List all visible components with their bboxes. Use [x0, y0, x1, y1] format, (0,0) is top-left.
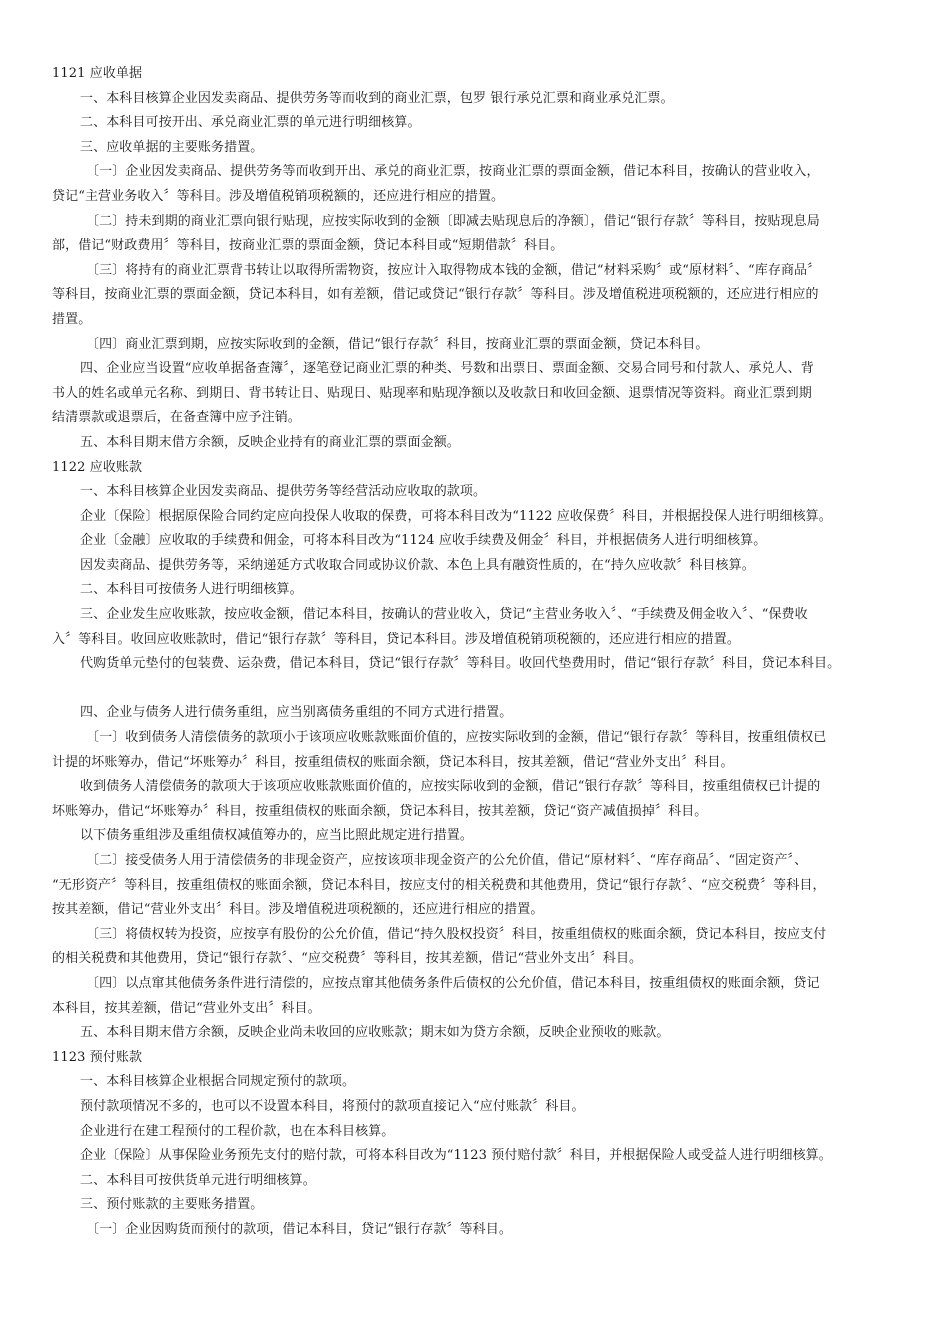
paragraph-continuation: 等科目，按商业汇票的票面金额，贷记本科目，如有差额，借记或贷记“银行存款〞等科目。涉及增值税进项税额的，还应进行相应的 — [52, 287, 819, 303]
section-heading-1123: 1123 预付账款 — [52, 1049, 143, 1065]
document-body — [52, 62, 910, 1243]
paragraph-continuation: 部，借记“财政费用〞等科目，按商业汇票的票面金额，贷记本科目或“短期借款〞科目。 — [52, 238, 564, 254]
paragraph-line: 〔四〕商业汇票到期，应按实际收到的金额，借记“银行存款〞科目，按商业汇票的票面金额，贷记本科目。 — [86, 336, 709, 352]
paragraph-line: 三、应收单据的主要账务措置。 — [80, 139, 264, 155]
paragraph-continuation: 的相关税费和其他费用，贷记“银行存款〞、“应交税费〞等科目，按其差额，借记“营业外支出〞科目。 — [52, 951, 643, 967]
paragraph-continuation: 计提的坏账筹办，借记“坏账筹办〞科目，按重组债权的账面余额，贷记本科目，按其差额，借记“营业外支出〞科目。 — [52, 754, 734, 770]
paragraph-line: 五、本科目期末借方余额，反映企业尚未收回的应收账款；期末如为贷方余额，反映企业预收的账款。 — [80, 1025, 670, 1041]
paragraph-line: 四、企业应当设置“应收单据备查簿〞，逐笔登记商业汇票的种类、号数和出票日、票面金额、交易合同号和付款人、承兑人、背 — [80, 361, 814, 377]
paragraph-line: 以下债务重组涉及重组债权减值筹办的，应当比照此规定进行措置。 — [80, 828, 474, 844]
paragraph-continuation: 结清票款或退票后，在备查簿中应予注销。 — [52, 410, 301, 426]
paragraph-line: 〔一〕企业因发卖商品、提供劳务等而收到开出、承兑的商业汇票，按商业汇票的票面金额，借记本科目，按确认的营业收入， — [86, 164, 820, 180]
paragraph-line: 〔二〕接受债务人用于清偿债务的非现金资产，应按该项非现金资产的公允价值，借记“原材料〞、“库存商品〞、“固定资产〞、 — [86, 853, 808, 868]
paragraph-line: 〔一〕企业因购货而预付的款项，借记本科目，贷记“银行存款〞等科目。 — [86, 1221, 512, 1237]
paragraph-line: 一、本科目核算企业根据合同规定预付的款项。 — [80, 1074, 356, 1090]
paragraph-continuation: 入〞等科目。收回应收账款时，借记“银行存款〞等科目，贷记本科目。涉及增值税销项税额的，还应进行相应的措置。 — [52, 631, 740, 647]
paragraph-line: 四、企业与债务人进行债务重组，应当别离债务重组的不同方式进行措置。 — [80, 705, 513, 721]
paragraph-line: 〔一〕收到债务人清偿债务的款项小于该项应收账款账面价值的，应按实际收到的金额，借记“银行存款〞等科目，按重组债权已 — [86, 730, 827, 746]
paragraph-line: 二、本科目可按债务人进行明细核算。 — [80, 582, 303, 598]
paragraph-line: 企业〔保险〕根据原保险合同约定应向投保人收取的保费，可将本科目改为“1122 应收保费〞科目，并根据投保人进行明细核算。 — [80, 508, 832, 524]
paragraph-line: 三、企业发生应收账款，按应收金额，借记本科目，按确认的营业收入，贷记“主营业务收入〞、“手续费及佣金收入〞、“保费收 — [80, 607, 808, 623]
paragraph-continuation: 本科目，按其差额，借记“营业外支出〞科目。 — [52, 1000, 321, 1016]
paragraph-line: 〔二〕持未到期的商业汇票向银行贴现，应按实际收到的金额〔即减去贴现息后的净额〕，借记“银行存款〞等科目，按贴现息局 — [86, 213, 820, 229]
paragraph-line: 一、本科目核算企业因发卖商品、提供劳务等而收到的商业汇票，包罗 银行承兑汇票和商业承兑汇票。 — [80, 90, 674, 106]
paragraph-line: 〔四〕以点窜其他债务条件进行清偿的，应按点窜其他债务条件后债权的公允价值，借记本科目，按重组债权的账面余额，贷记 — [86, 975, 820, 991]
paragraph-line: 企业〔金融〕应收取的手续费和佣金，可将本科目改为“1124 应收手续费及佣金〞科目，并根据债务人进行明细核算。 — [80, 533, 767, 549]
paragraph-continuation: 措置。 — [52, 311, 92, 327]
paragraph-line: 〔三〕将持有的商业汇票背书转让以取得所需物资，按应计入取得物成本钱的金额，借记“材料采购〞或“原材料〞、“库存商品〞 — [86, 262, 821, 278]
paragraph-continuation: “无形资产〞等科目，按重组债权的账面余额，贷记本科目，按应支付的相关税费和其他费用，贷记“银行存款〞、“应交税费〞等科目， — [52, 877, 826, 893]
paragraph-line: 收到债务人清偿债务的款项大于该项应收账款账面价值的，应按实际收到的金额，借记“银行存款〞等科目，按重组债权已计提的 — [80, 779, 821, 795]
paragraph-line: 因发卖商品、提供劳务等，采纳递延方式收取合同或协议价款、本色上具有融资性质的，在“持久应收款〞科目核算。 — [80, 557, 755, 573]
paragraph-continuation: 坏账筹办，借记“坏账筹办〞科目，按重组债权的账面余额，贷记本科目，按其差额，贷记“资产减值损掉〞科目。 — [52, 803, 708, 819]
paragraph-line: 〔三〕将债权转为投资，应按享有股份的公允价值，借记“持久股权投资〞科目，按重组债权的账面余额，贷记本科目，按应支付 — [86, 926, 827, 942]
paragraph-line: 二、本科目可按供货单元进行明细核算。 — [80, 1172, 316, 1188]
blank-line — [52, 677, 910, 702]
paragraph-line: 企业进行在建工程预付的工程价款，也在本科目核算。 — [80, 1123, 395, 1139]
section-heading-1122: 1122 应收账款 — [52, 459, 143, 475]
paragraph-line: 企业〔保险〕从事保险业务预先支付的赔付款，可将本科目改为“1123 预付赔付款〞科目，并根据保险人或受益人进行明细核算。 — [80, 1148, 832, 1164]
paragraph-line: 代购货单元垫付的包装费、运杂费，借记本科目，贷记“银行存款〞等科目。收回代垫费用时，借记“银行存款〞科目，贷记本科目。 — [80, 656, 841, 672]
paragraph-line: 二、本科目可按开出、承兑商业汇票的单元进行明细核算。 — [80, 115, 421, 131]
section-heading-1121: 1121 应收单据 — [52, 66, 143, 81]
paragraph-line: 三、预付账款的主要账务措置。 — [80, 1197, 264, 1213]
paragraph-line: 预付款项情况不多的，也可以不设置本科目，将预付的款项直接记入“应付账款〞科目。 — [80, 1098, 585, 1114]
paragraph-line: 五、本科目期末借方余额，反映企业持有的商业汇票的票面金额。 — [80, 434, 460, 450]
paragraph-continuation: 贷记“主营业务收入〞等科目。涉及增值税销项税额的，还应进行相应的措置。 — [52, 188, 505, 204]
paragraph-line: 一、本科目核算企业因发卖商品、提供劳务等经营活动应收取的款项。 — [80, 484, 487, 500]
paragraph-continuation: 按其差额，借记“营业外支出〞科目。涉及增值税进项税额的，还应进行相应的措置。 — [52, 902, 544, 918]
paragraph-continuation: 书人的姓名或单元名称、到期日、背书转让日、贴现日、贴现率和贴现净额以及收款日和收回金额、退票情况等资料。商业汇票到期 — [52, 385, 812, 401]
